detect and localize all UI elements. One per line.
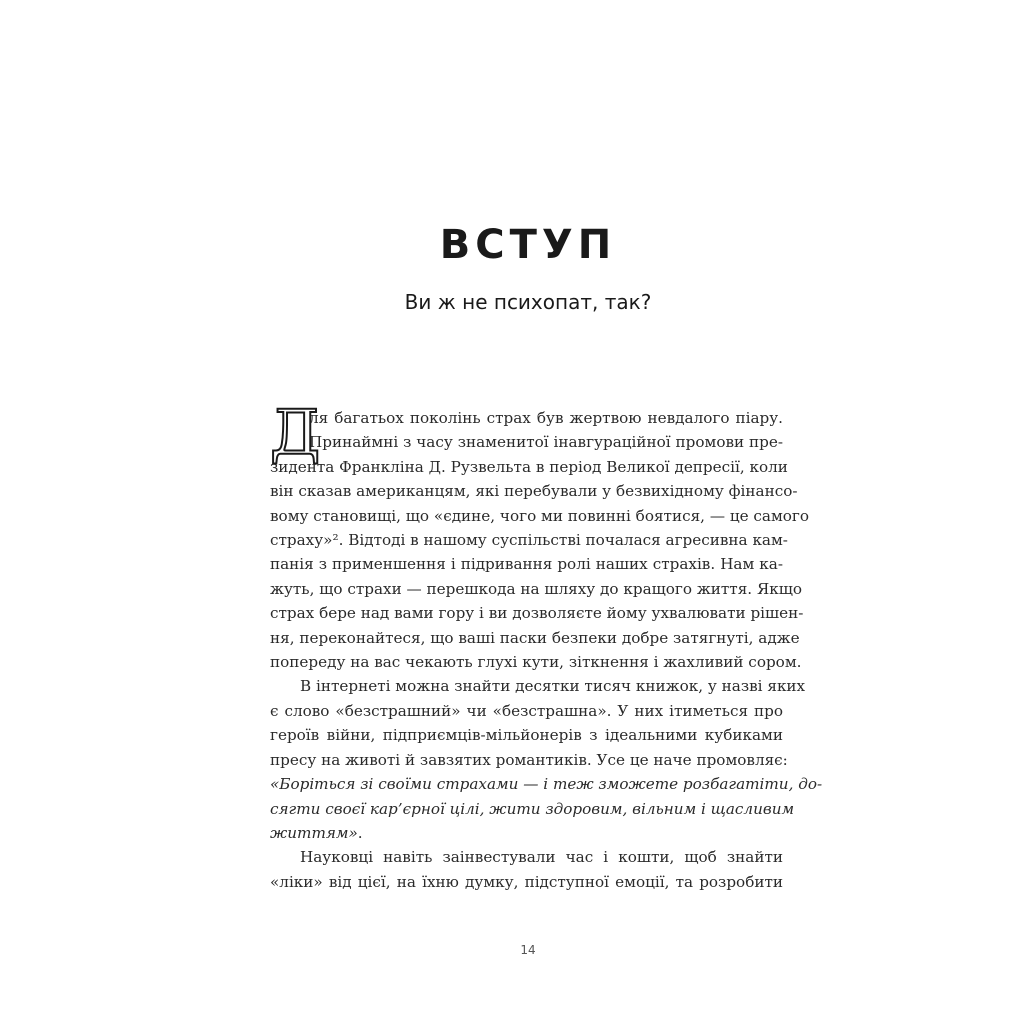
chapter-title: ВСТУП — [439, 222, 617, 268]
quote-line: сягти своєї кар’єрної цілі, жити здоровим, вільним і щасливим — [270, 799, 795, 818]
page-number: 14 — [520, 943, 536, 957]
text-line: Принаймні з часу знаменитої інавгураційної промови пре- — [309, 433, 783, 452]
paragraph-3 — [270, 845, 783, 894]
text-line: страху»². Відтоді в нашому суспільстві почалася агресивна кам- — [270, 531, 788, 550]
text-line: вому становищі, що «єдине, чого ми повинні боятися, — це самого — [270, 506, 810, 525]
drop-cap: Д — [270, 396, 321, 469]
text-line: попереду на вас чекають глухі кути, зіткнення і жахливий сором. — [270, 653, 802, 672]
text-line: панія з применшення і підривання ролі наших страхів. Нам ка- — [270, 555, 783, 574]
quote-line: «Боріться зі своїми страхами — і теж зможете розбагатіти, до- — [270, 775, 823, 794]
text-line: є слово «безстрашний» чи «безстрашна». У них ітиметься про — [270, 701, 783, 720]
paragraph-2 — [270, 674, 823, 845]
body-text — [270, 396, 823, 894]
text-line: пресу на животі й завзятих романтиків. Усе це наче промовляє: — [270, 750, 788, 769]
text-line: «ліки» від цієї, на їхню думку, підступної емоції, та розробити — [270, 872, 783, 891]
chapter-subtitle: Ви ж не психопат, так? — [404, 290, 652, 314]
text-line: зидента Франкліна Д. Рузвельта в період Великої депресії, коли — [270, 457, 788, 476]
text-line: він сказав американцям, які перебували у безвихідному фінансо- — [270, 482, 798, 501]
quote-period: . — [357, 823, 363, 842]
quote-text: життям» — [270, 823, 358, 842]
paragraph-1 — [270, 396, 810, 674]
text-line: жуть, що страхи — перешкода на шляху до кращого життя. Якщо — [270, 579, 802, 598]
text-line: ня, переконайтеся, що ваші паски безпеки добре затягнуті, адже — [270, 628, 800, 647]
text-line: ля багатьох поколінь страх був жертвою невдалого піару. — [309, 409, 783, 427]
text-line: страх бере над вами гору і ви дозволяєте йому ухвалювати рішен- — [270, 604, 804, 623]
text-line: героїв війни, підприємців-мільйонерів з ідеальними кубиками — [270, 726, 783, 745]
text-line: Науковці навіть заінвестували час і кошти, щоб знайти — [300, 848, 783, 867]
text-line: В інтернеті можна знайти десятки тисяч книжок, у назві яких — [300, 677, 806, 696]
quote-line-last — [270, 821, 783, 845]
